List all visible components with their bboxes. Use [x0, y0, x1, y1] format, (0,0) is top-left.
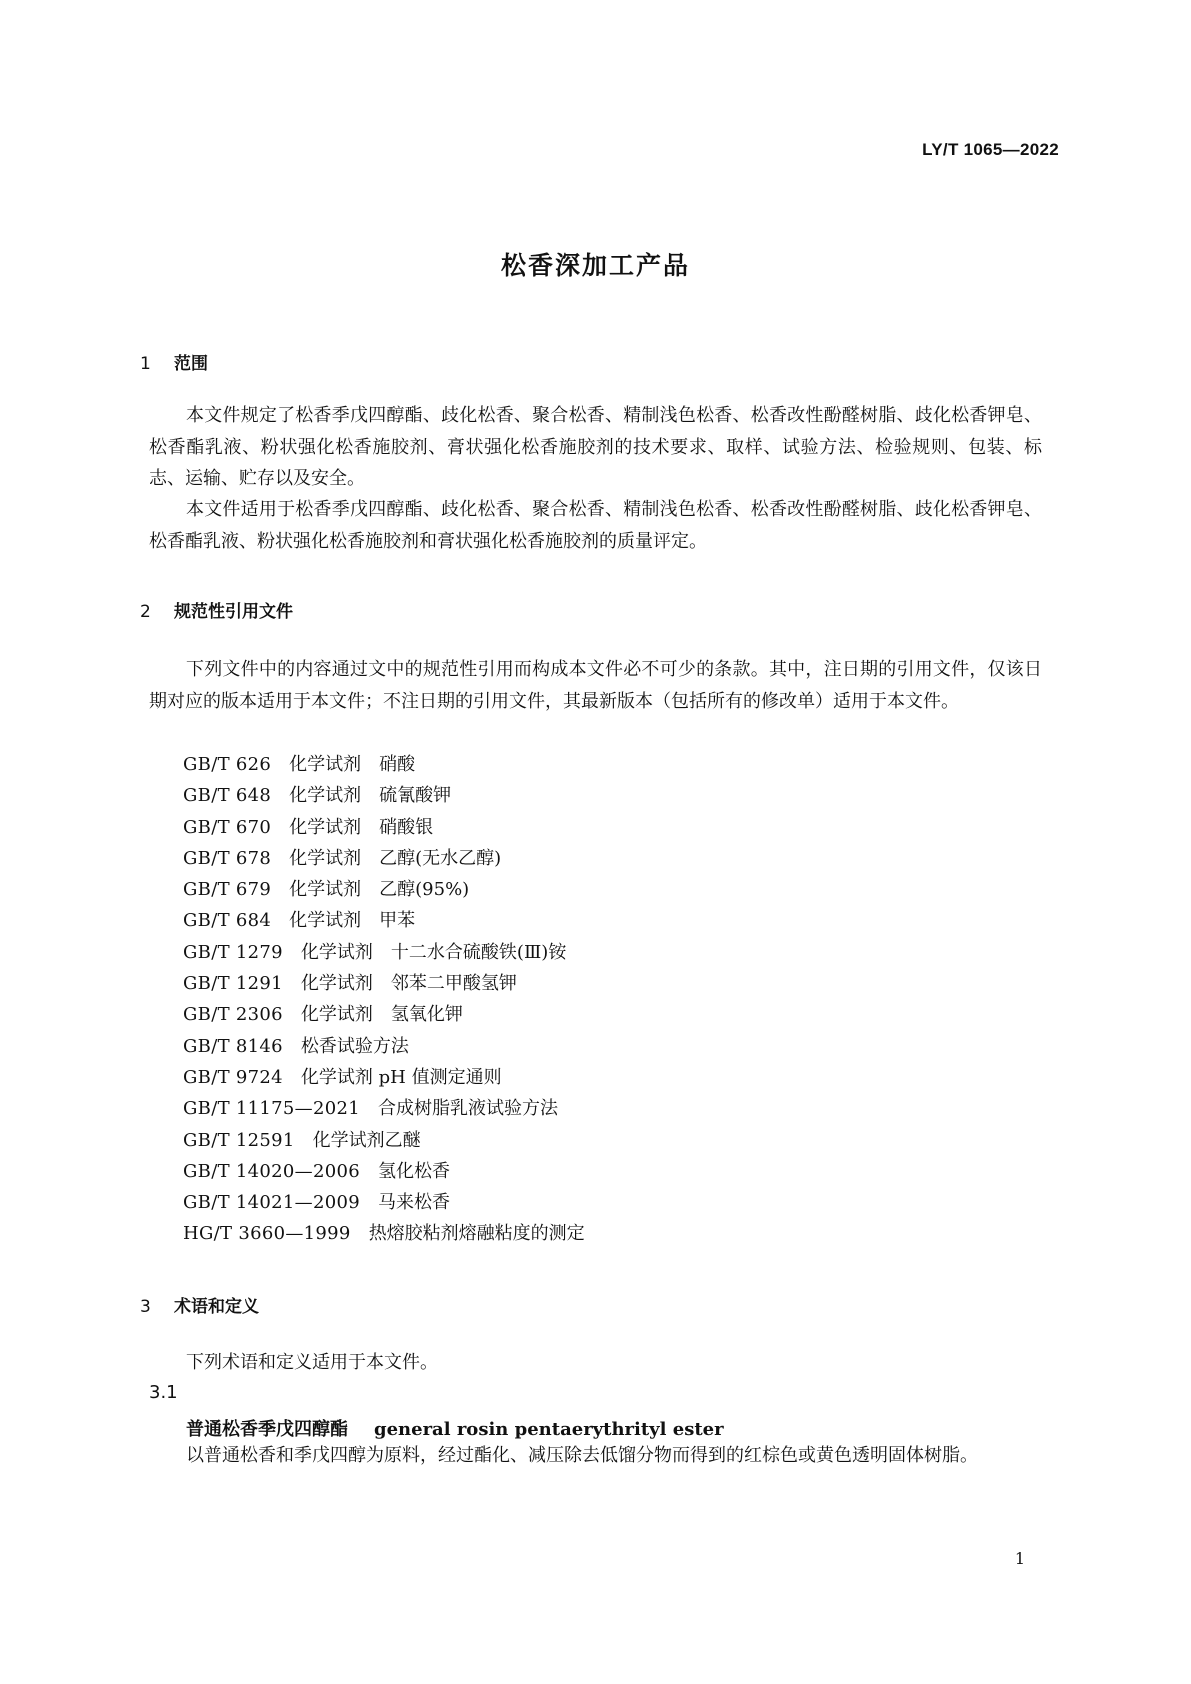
section-title: 术语和定义 — [174, 1297, 259, 1317]
reference-code: GB/T 1279 — [183, 941, 283, 963]
scope-paragraph: 本文件规定了松香季戊四醇酯、歧化松香、聚合松香、精制浅色松香、松香改性酚醛树脂、歧化松香钾皂、松香酯乳液、粉状强化松香施胶剂、膏状强化松香施胶剂的技术要求、取样、试验方法、检验规则、包装、标志、运输、贮存以及安全。 — [149, 405, 1042, 489]
reference-code: GB/T 670 — [183, 816, 272, 838]
reference-item — [183, 1031, 585, 1062]
reference-title: 合成树脂乳液试验方法 — [377, 1098, 558, 1120]
reference-item — [183, 749, 585, 780]
standard-code: LY/T 1065—2022 — [922, 140, 1059, 159]
reference-title: 氢化松香 — [377, 1160, 450, 1182]
reference-title: 松香试验方法 — [300, 1035, 409, 1057]
scope-paragraph: 本文件适用于松香季戊四醇酯、歧化松香、聚合松香、精制浅色松香、松香改性酚醛树脂、歧化松香钾皂、松香酯乳液、粉状强化松香施胶剂和膏状强化松香施胶剂的质量评定。 — [149, 499, 1042, 552]
reference-item — [183, 1156, 585, 1187]
reference-title: 化学试剂 氢氧化钾 — [300, 1004, 463, 1026]
page-number: 1 — [1014, 1549, 1025, 1568]
reference-code: GB/T 626 — [183, 754, 272, 775]
reference-title: 热熔胶粘剂熔融粘度的测定 — [368, 1223, 585, 1245]
reference-title: 化学试剂 乙醇(95%) — [289, 879, 470, 901]
reference-item — [183, 937, 585, 968]
reference-code: GB/T 648 — [183, 785, 272, 807]
reference-item — [183, 1187, 585, 1218]
term-entry — [186, 1415, 724, 1441]
reference-code: GB/T 14021—2009 — [183, 1192, 360, 1214]
section-heading-normative-references — [140, 597, 293, 622]
section-heading-scope — [140, 349, 208, 374]
reference-title: 化学试剂乙醚 — [312, 1129, 421, 1151]
reference-code: GB/T 9724 — [183, 1066, 283, 1088]
reference-title: 化学试剂 十二水合硫酸铁(Ⅲ)铵 — [300, 941, 567, 963]
clause-number: 3.1 — [149, 1382, 178, 1403]
reference-title: 化学试剂 乙醇(无水乙醇) — [289, 847, 502, 869]
section-number: 2 — [140, 602, 151, 622]
reference-item — [183, 1125, 585, 1156]
section-title: 规范性引用文件 — [174, 602, 293, 622]
term-definition: 以普通松香和季戊四醇为原料，经过酯化、减压除去低馏分物而得到的红棕色或黄色透明固体树脂。 — [186, 1445, 978, 1466]
reference-item — [183, 905, 585, 936]
reference-title: 化学试剂 pH 值测定通则 — [300, 1066, 502, 1088]
reference-title: 化学试剂 硝酸银 — [289, 816, 434, 838]
section-title: 范围 — [174, 354, 208, 374]
reference-title: 马来松香 — [377, 1192, 450, 1214]
reference-code: GB/T 1291 — [183, 973, 283, 995]
reference-item — [183, 874, 585, 905]
reference-code: GB/T 14020—2006 — [183, 1160, 360, 1182]
reference-item — [183, 1218, 585, 1249]
reference-title: 化学试剂 甲苯 — [289, 910, 416, 932]
reference-code: GB/T 684 — [183, 910, 272, 932]
reference-item — [183, 1062, 585, 1093]
reference-title: 化学试剂 硝酸 — [289, 754, 416, 775]
document-title: 松香深加工产品 — [500, 251, 690, 280]
section-heading-terms — [140, 1292, 259, 1317]
reference-item — [183, 843, 585, 874]
reference-code: GB/T 679 — [183, 879, 272, 901]
reference-list — [183, 749, 585, 1250]
reference-code: GB/T 8146 — [183, 1035, 283, 1057]
reference-code: GB/T 678 — [183, 847, 272, 869]
reference-code: GB/T 12591 — [183, 1129, 295, 1151]
reference-title: 化学试剂 邻苯二甲酸氢钾 — [300, 973, 517, 995]
reference-code: GB/T 2306 — [183, 1004, 283, 1026]
reference-item — [183, 812, 585, 843]
reference-title: 化学试剂 硫氰酸钾 — [289, 785, 452, 807]
term-chinese: 普通松香季戊四醇酯 — [186, 1419, 348, 1440]
section-number: 3 — [140, 1297, 151, 1317]
term-english: general rosin pentaerythrityl ester — [374, 1419, 724, 1440]
terms-intro-paragraph: 下列术语和定义适用于本文件。 — [186, 1352, 438, 1373]
reference-item — [183, 999, 585, 1030]
reference-item — [183, 1093, 585, 1124]
references-intro-paragraph: 下列文件中的内容通过文中的规范性引用而构成本文件必不可少的条款。其中，注日期的引用文件，仅该日期对应的版本适用于本文件；不注日期的引用文件，其最新版本（包括所有的修改单）适用于本文件。 — [149, 659, 1042, 712]
reference-code: HG/T 3660—1999 — [183, 1223, 351, 1245]
reference-item — [183, 780, 585, 811]
section-number: 1 — [140, 354, 151, 374]
reference-code: GB/T 11175—2021 — [183, 1098, 360, 1120]
reference-item — [183, 968, 585, 999]
